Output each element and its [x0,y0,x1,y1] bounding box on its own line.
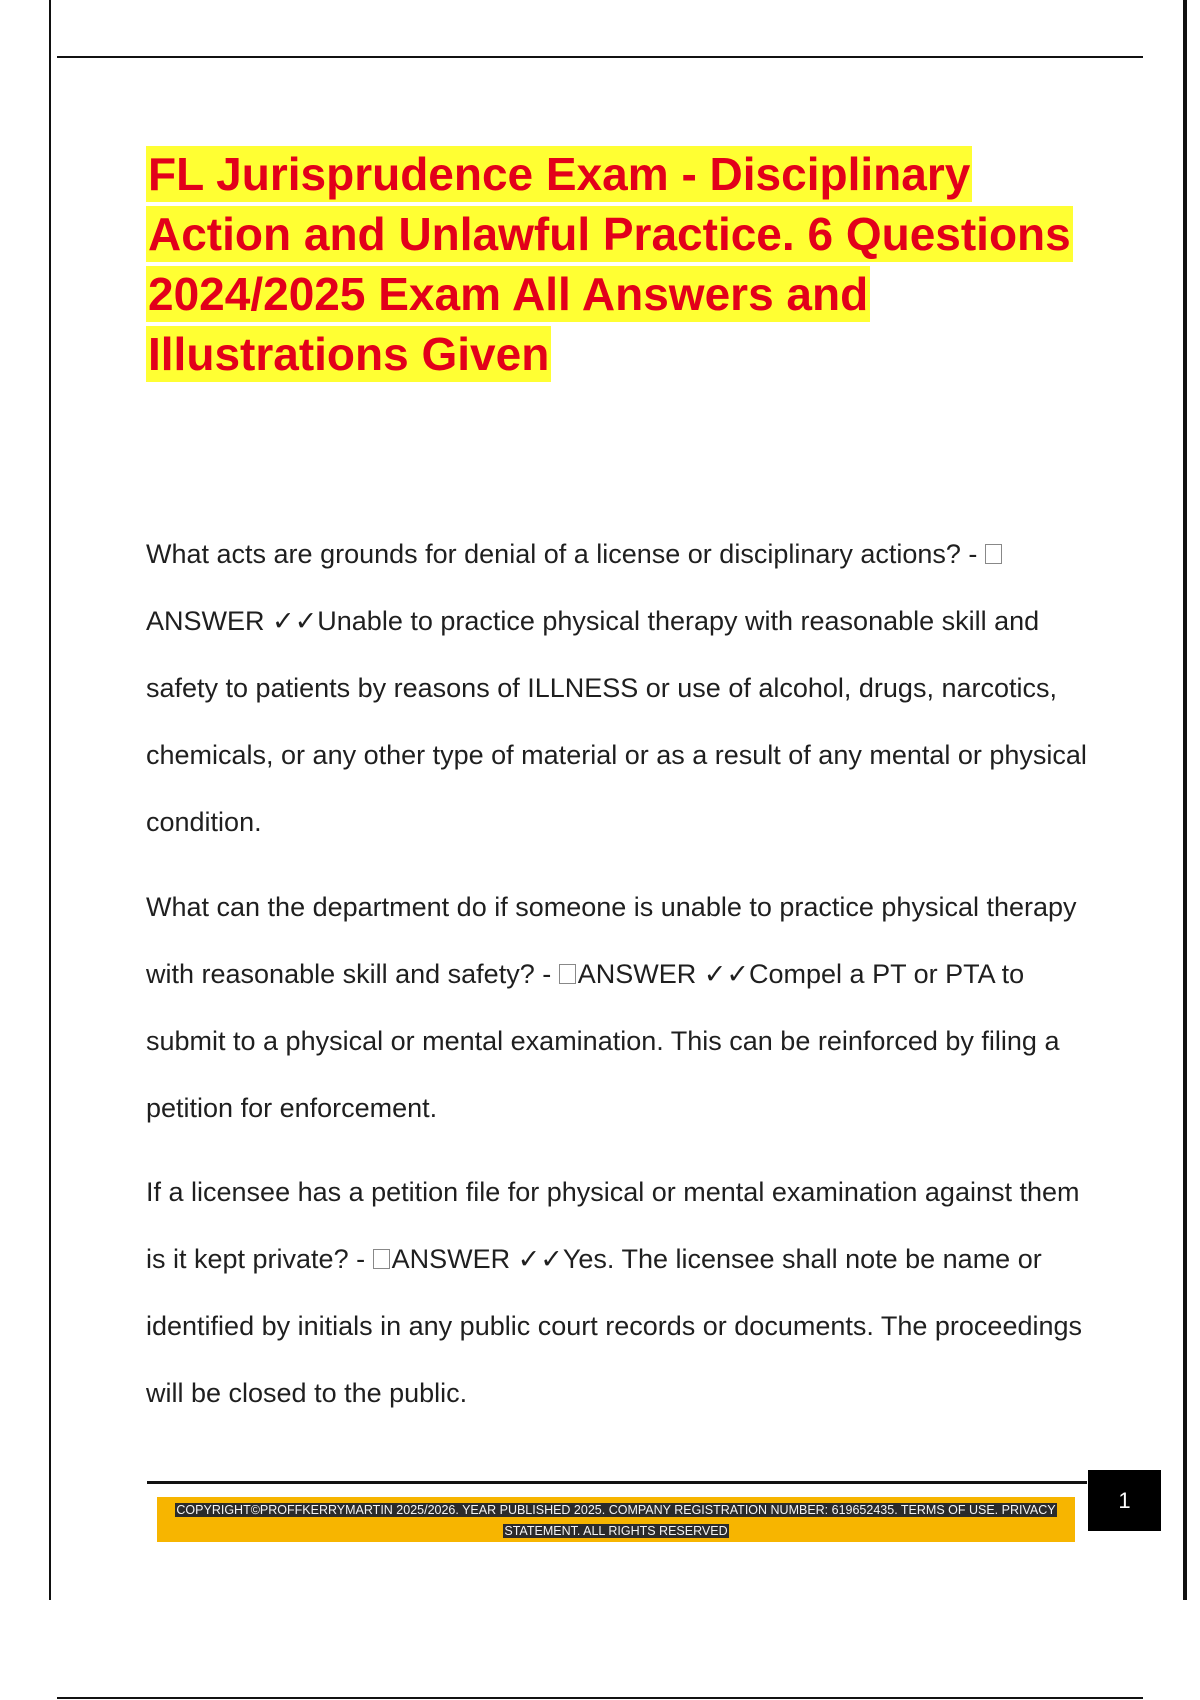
footer-rule [147,1481,1087,1484]
checkmark-icon: ✓✓ [272,606,318,636]
answer-label: ANSWER [577,959,697,989]
qa-item [146,874,1096,1142]
page-border-right [1183,0,1187,1600]
question-text: If a licensee has a petition file for physical or mental examination against them is it kept private? - [146,1177,1080,1274]
bottom-rule [57,1697,1143,1699]
qa-item [146,521,1096,856]
box-icon [985,544,1002,564]
question-text: What acts are grounds for denial of a license or disciplinary actions? - [146,539,978,569]
answer-text: Yes. The licensee shall note be name or identified by initials in any public court records or documents. The proceedings will be closed to the public. [146,1244,1083,1408]
page-number: 1 [1088,1470,1161,1531]
checkmark-icon: ✓✓ [517,1244,563,1274]
copyright-footer [168,1500,1064,1542]
answer-text: Compel a PT or PTA to submit to a physical or mental examination. This can be reinforced by filing a petition for enforcement. [146,959,1060,1123]
box-icon [373,1249,390,1269]
document-title-text: FL Jurisprudence Exam - Disciplinary Action and Unlawful Practice. 6 Questions 2024/2025 Exam All Answers and Illustrations Given [148,148,1071,380]
answer-label: ANSWER [391,1244,511,1274]
checkmark-icon: ✓✓ [703,959,750,989]
answer-label: ANSWER [146,606,265,636]
box-icon [559,964,576,984]
copyright-text: COPYRIGHT©PROFFKERRYMARTIN 2025/2026. YEAR PUBLISHED 2025. COMPANY REGISTRATION NUMBER: 619652435. TERMS OF USE. PRIVACY STATEMENT. ALL RIGHTS RESERVED [176,1503,1056,1538]
page-border-left [49,0,51,1600]
document-title [146,144,1086,384]
answer-text: Unable to practice physical therapy with reasonable skill and safety to patients by reasons of ILLNESS or use of alcohol, drugs, narcotics, chemicals, or any other type of material or as a result of any mental or physical condition. [146,606,1087,837]
qa-item [146,1159,1096,1427]
question-text: What can the department do if someone is unable to practice physical therapy with reasonable skill and safety? - [146,892,1077,989]
top-rule [57,56,1143,58]
